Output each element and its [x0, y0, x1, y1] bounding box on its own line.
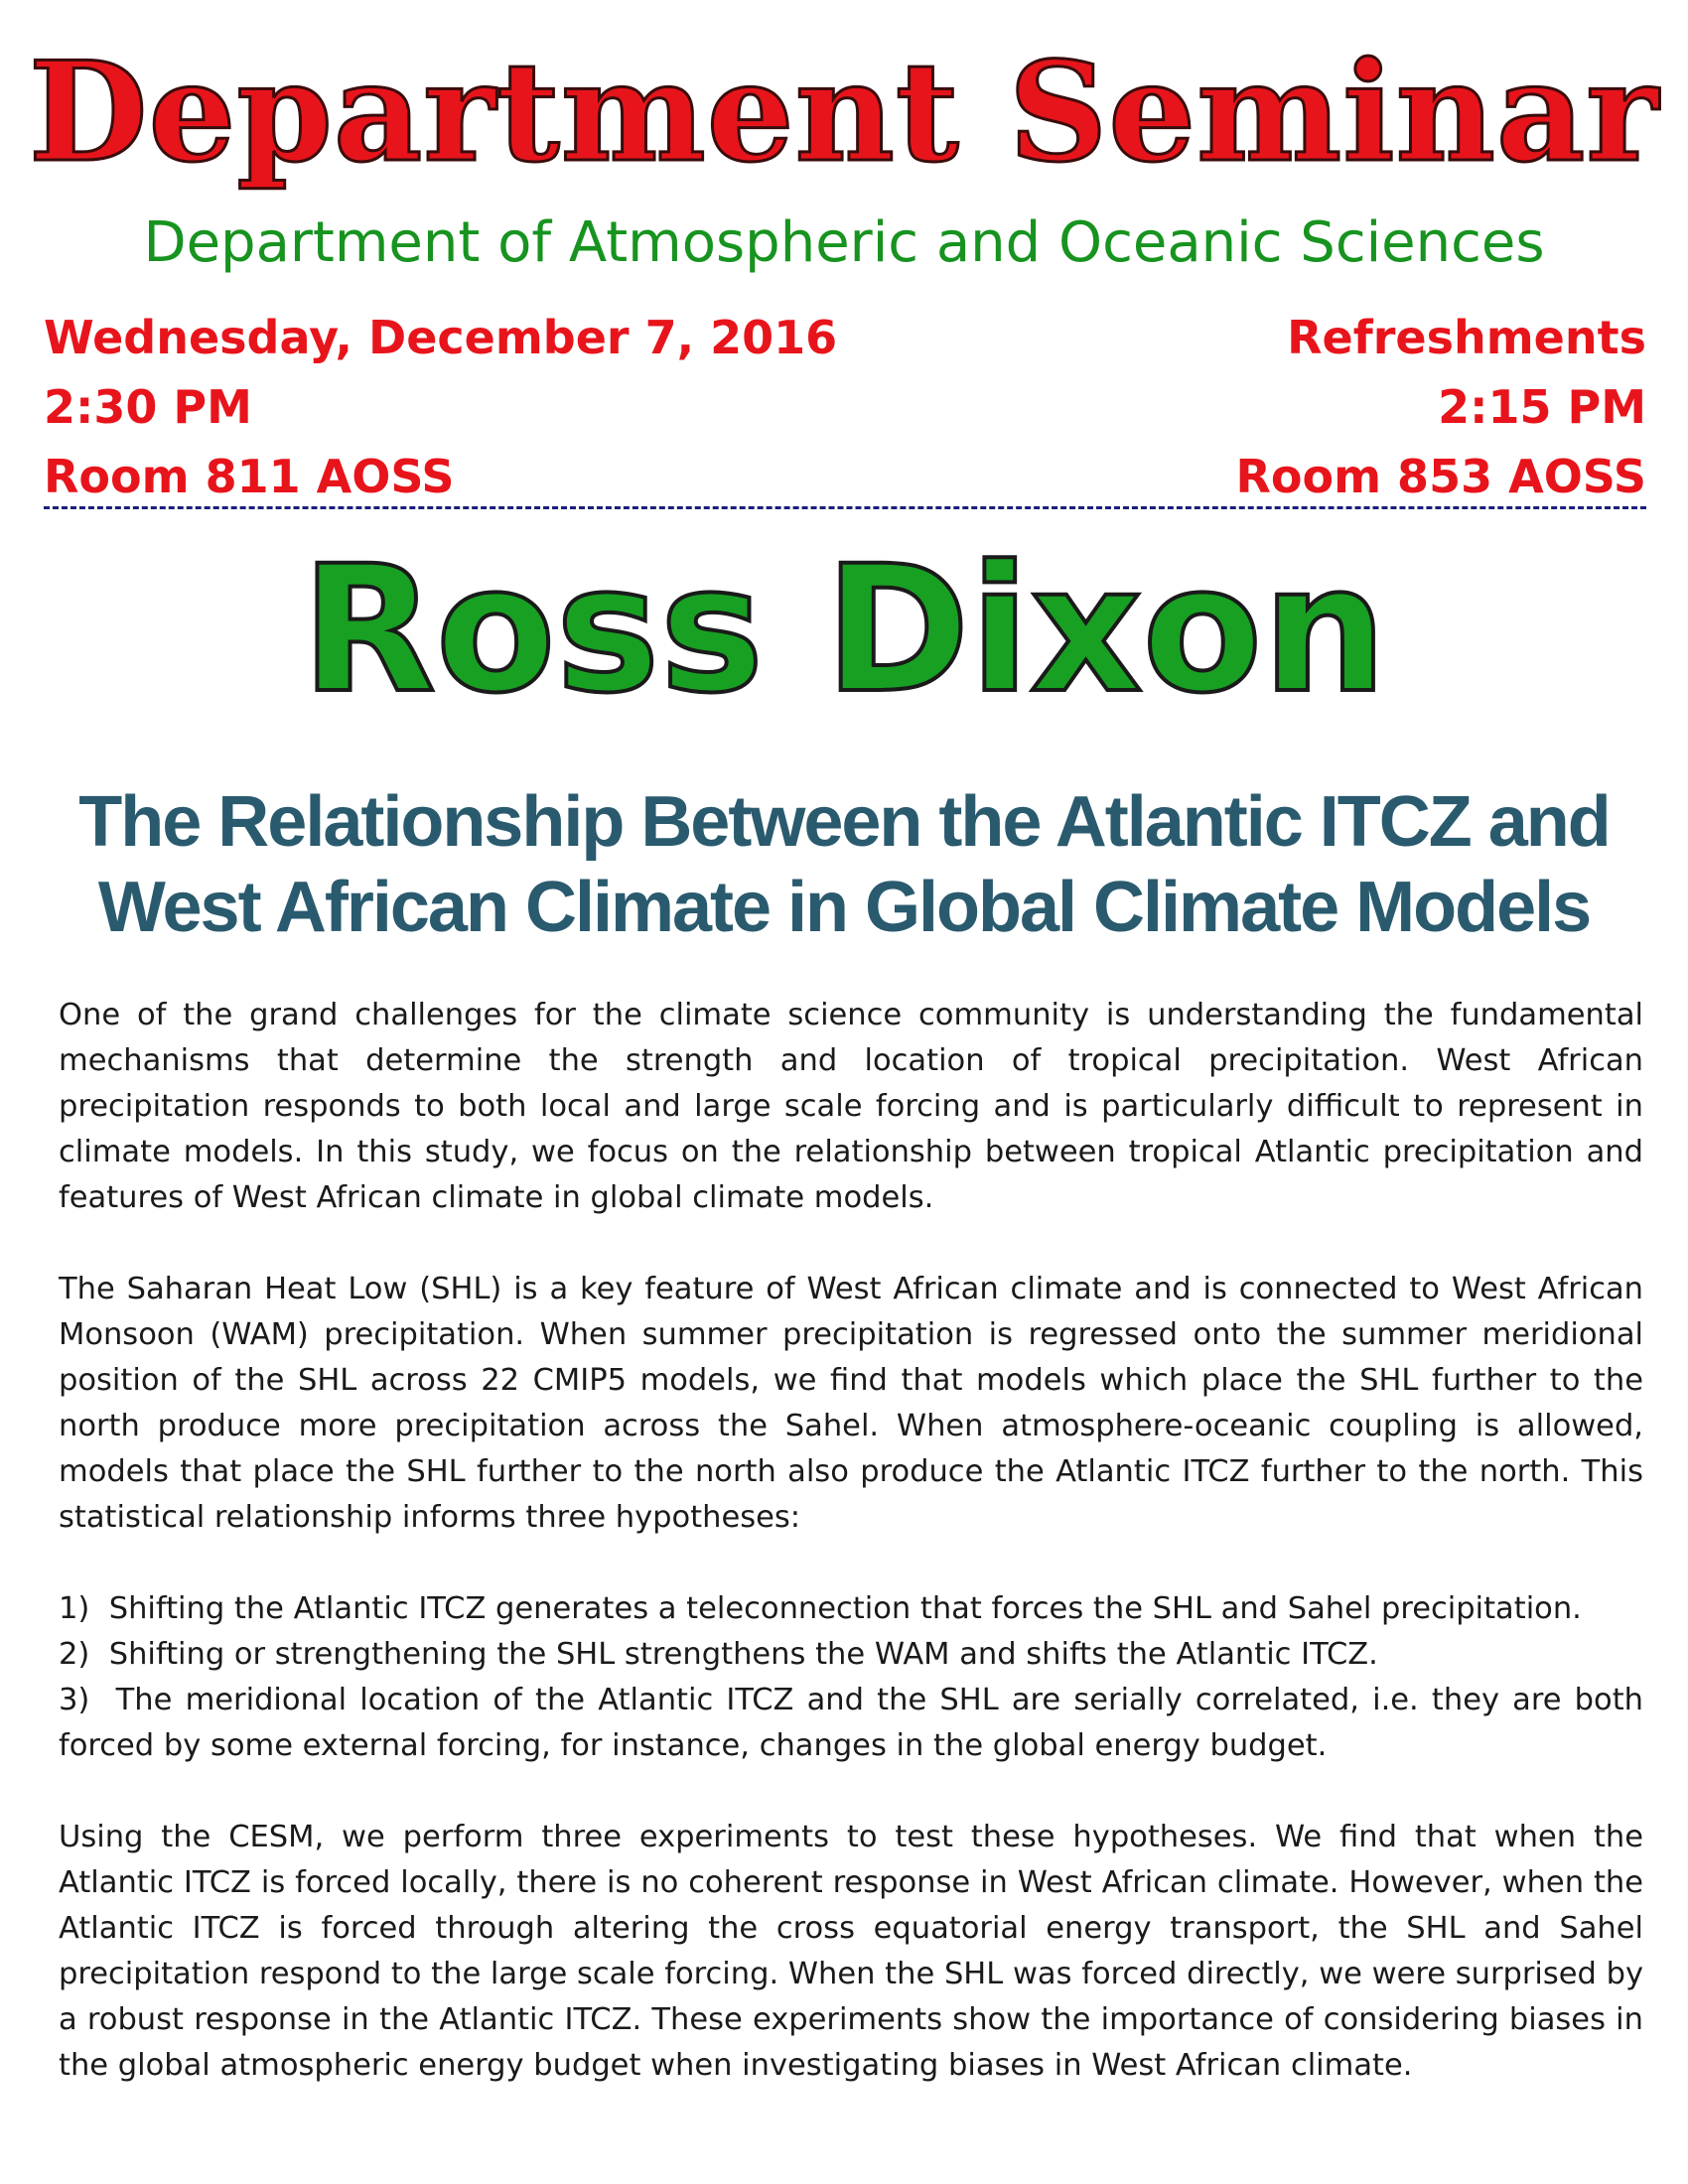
hypothesis-text: The meridional location of the Atlantic ITCZ and the SHL are serially correlated, i.e. they are both forced by some external forcing, for instance, changes in the global energy budget. [59, 1683, 1643, 1763]
talk-title-line-1: The Relationship Between the Atlantic ITCZ and [78, 782, 1610, 862]
abstract-paragraph-2: The Saharan Heat Low (SHL) is a key feature of West African climate and is connected to West African Monsoon (WAM) precipitation. When summer precipitation is regressed onto the summer meridional position of the SHL across 22 CMIP5 models, we find that models which place the SHL further to the north produce more precipitation across the Sahel. When atmosphere-oceanic coupling is allowed, models that place the SHL further to the north also produce the Atlantic ITCZ further to the north. This statistical relationship informs three hypotheses: [59, 1272, 1643, 1535]
refreshments-details [1235, 303, 1646, 511]
refreshments-room: Room 853 AOSS [1235, 450, 1646, 503]
hypothesis-item [59, 1678, 1643, 1769]
hypothesis-item [59, 1586, 1643, 1632]
hypothesis-text: Shifting or strengthening the SHL strengthens the WAM and shifts the Atlantic ITCZ. [108, 1637, 1378, 1672]
talk-title [0, 779, 1688, 950]
department-name: Department of Atmospheric and Oceanic Sciences [143, 210, 1545, 275]
hypotheses-list [59, 1586, 1643, 1769]
refreshments-time: 2:15 PM [1438, 380, 1646, 434]
speaker-name: Ross Dixon [301, 528, 1387, 732]
abstract-paragraph-1: One of the grand challenges for the climate science community is understanding the fundamental mechanisms that determine the strength and location of tropical precipitation. West African precipitation responds to both local and large scale forcing and is particularly difficult to represent in climate models. In this study, we focus on the relationship between tropical Atlantic precipitation and features of West African climate in global climate models. [59, 998, 1643, 1215]
abstract [59, 993, 1643, 2134]
hypothesis-number: 1) [59, 1591, 90, 1626]
hypothesis-number: 2) [59, 1637, 90, 1672]
talk-title-line-2: West African Climate in Global Climate Models [97, 868, 1591, 947]
banner-title: Department Seminar [28, 31, 1660, 193]
seminar-date: Wednesday, December 7, 2016 [44, 311, 838, 364]
refreshments-label: Refreshments [1287, 311, 1646, 364]
seminar-time: 2:30 PM [44, 380, 252, 434]
dashed-divider [44, 506, 1646, 509]
abstract-paragraph-3: Using the CESM, we perform three experiments to test these hypotheses. We find that when the Atlantic ITCZ is forced locally, there is no coherent response in West African climate. However, when the Atlantic ITCZ is forced through altering the cross equatorial energy transport, the SHL and Sahel precipitation respond to the large scale forcing. When the SHL was forced directly, we were surprised by a robust response in the Atlantic ITCZ. These experiments show the importance of considering biases in the global atmospheric energy budget when investigating biases in West African climate. [59, 1820, 1643, 2083]
hypothesis-text: Shifting the Atlantic ITCZ generates a teleconnection that forces the SHL and Sahel precipitation. [108, 1591, 1582, 1626]
hypothesis-item [59, 1632, 1643, 1678]
hypothesis-number: 3) [59, 1683, 90, 1717]
seminar-details [44, 303, 837, 511]
seminar-room: Room 811 AOSS [44, 450, 455, 503]
